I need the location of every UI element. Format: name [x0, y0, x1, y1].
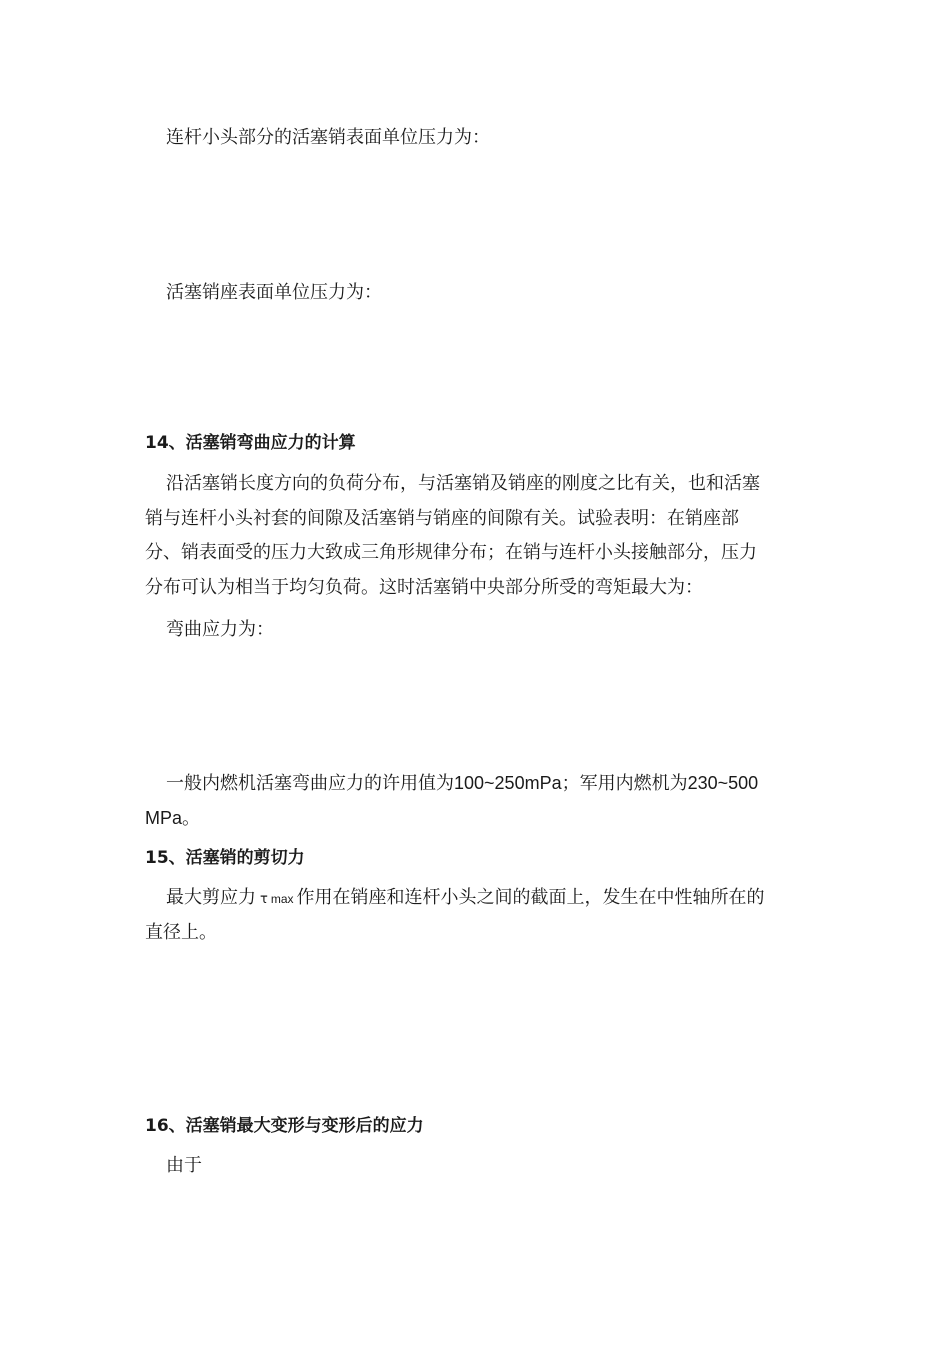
- text-run: ；军用内燃机为: [561, 773, 688, 794]
- section-heading-15: 15、活塞销的剪切力: [145, 848, 305, 868]
- value-range-military: 230~500: [687, 773, 759, 793]
- unit-mpa: MPa: [145, 808, 183, 828]
- paragraph-allowable-stress: [166, 772, 758, 795]
- text-run: 。: [182, 808, 201, 829]
- text-run: 最大剪应力: [166, 887, 256, 908]
- paragraph-pin-boss-pressure: 活塞销座表面单位压力为：: [166, 282, 382, 303]
- paragraph-pin-small-end-pressure: 连杆小头部分的活塞销表面单位压力为：: [166, 127, 490, 148]
- value-range-general: 100~250mPa: [454, 773, 562, 793]
- text-run: 一般内燃机活塞弯曲应力的许用值为: [166, 773, 454, 794]
- section-heading-14: 14、活塞销弯曲应力的计算: [145, 433, 356, 453]
- paragraph-shear-stress-cont: 直径上。: [145, 922, 217, 943]
- tau-symbol: τ: [260, 892, 268, 907]
- paragraph-bending-stress-label: 弯曲应力为：: [166, 619, 274, 640]
- tau-subscript: max: [270, 892, 294, 906]
- paragraph-line: 分、销表面受的压力大致成三角形规律分布；在销与连杆小头接触部分，压力: [145, 542, 757, 563]
- paragraph-line: 分布可认为相当于均匀负荷。这时活塞销中央部分所受的弯矩最大为：: [145, 577, 703, 598]
- paragraph-line: 沿活塞销长度方向的负荷分布，与活塞销及销座的刚度之比有关，也和活塞: [166, 473, 760, 494]
- text-run: 作用在销座和连杆小头之间的截面上，发生在中性轴所在的: [296, 887, 765, 908]
- paragraph-due-to: 由于: [166, 1155, 202, 1176]
- section-heading-16: 16、活塞销最大变形与变形后的应力: [145, 1116, 424, 1136]
- paragraph-allowable-stress-cont: [145, 807, 200, 830]
- paragraph-line: 销与连杆小头衬套的间隙及活塞销与销座的间隙有关。试验表明：在销座部: [145, 508, 739, 529]
- paragraph-shear-stress: [166, 887, 765, 911]
